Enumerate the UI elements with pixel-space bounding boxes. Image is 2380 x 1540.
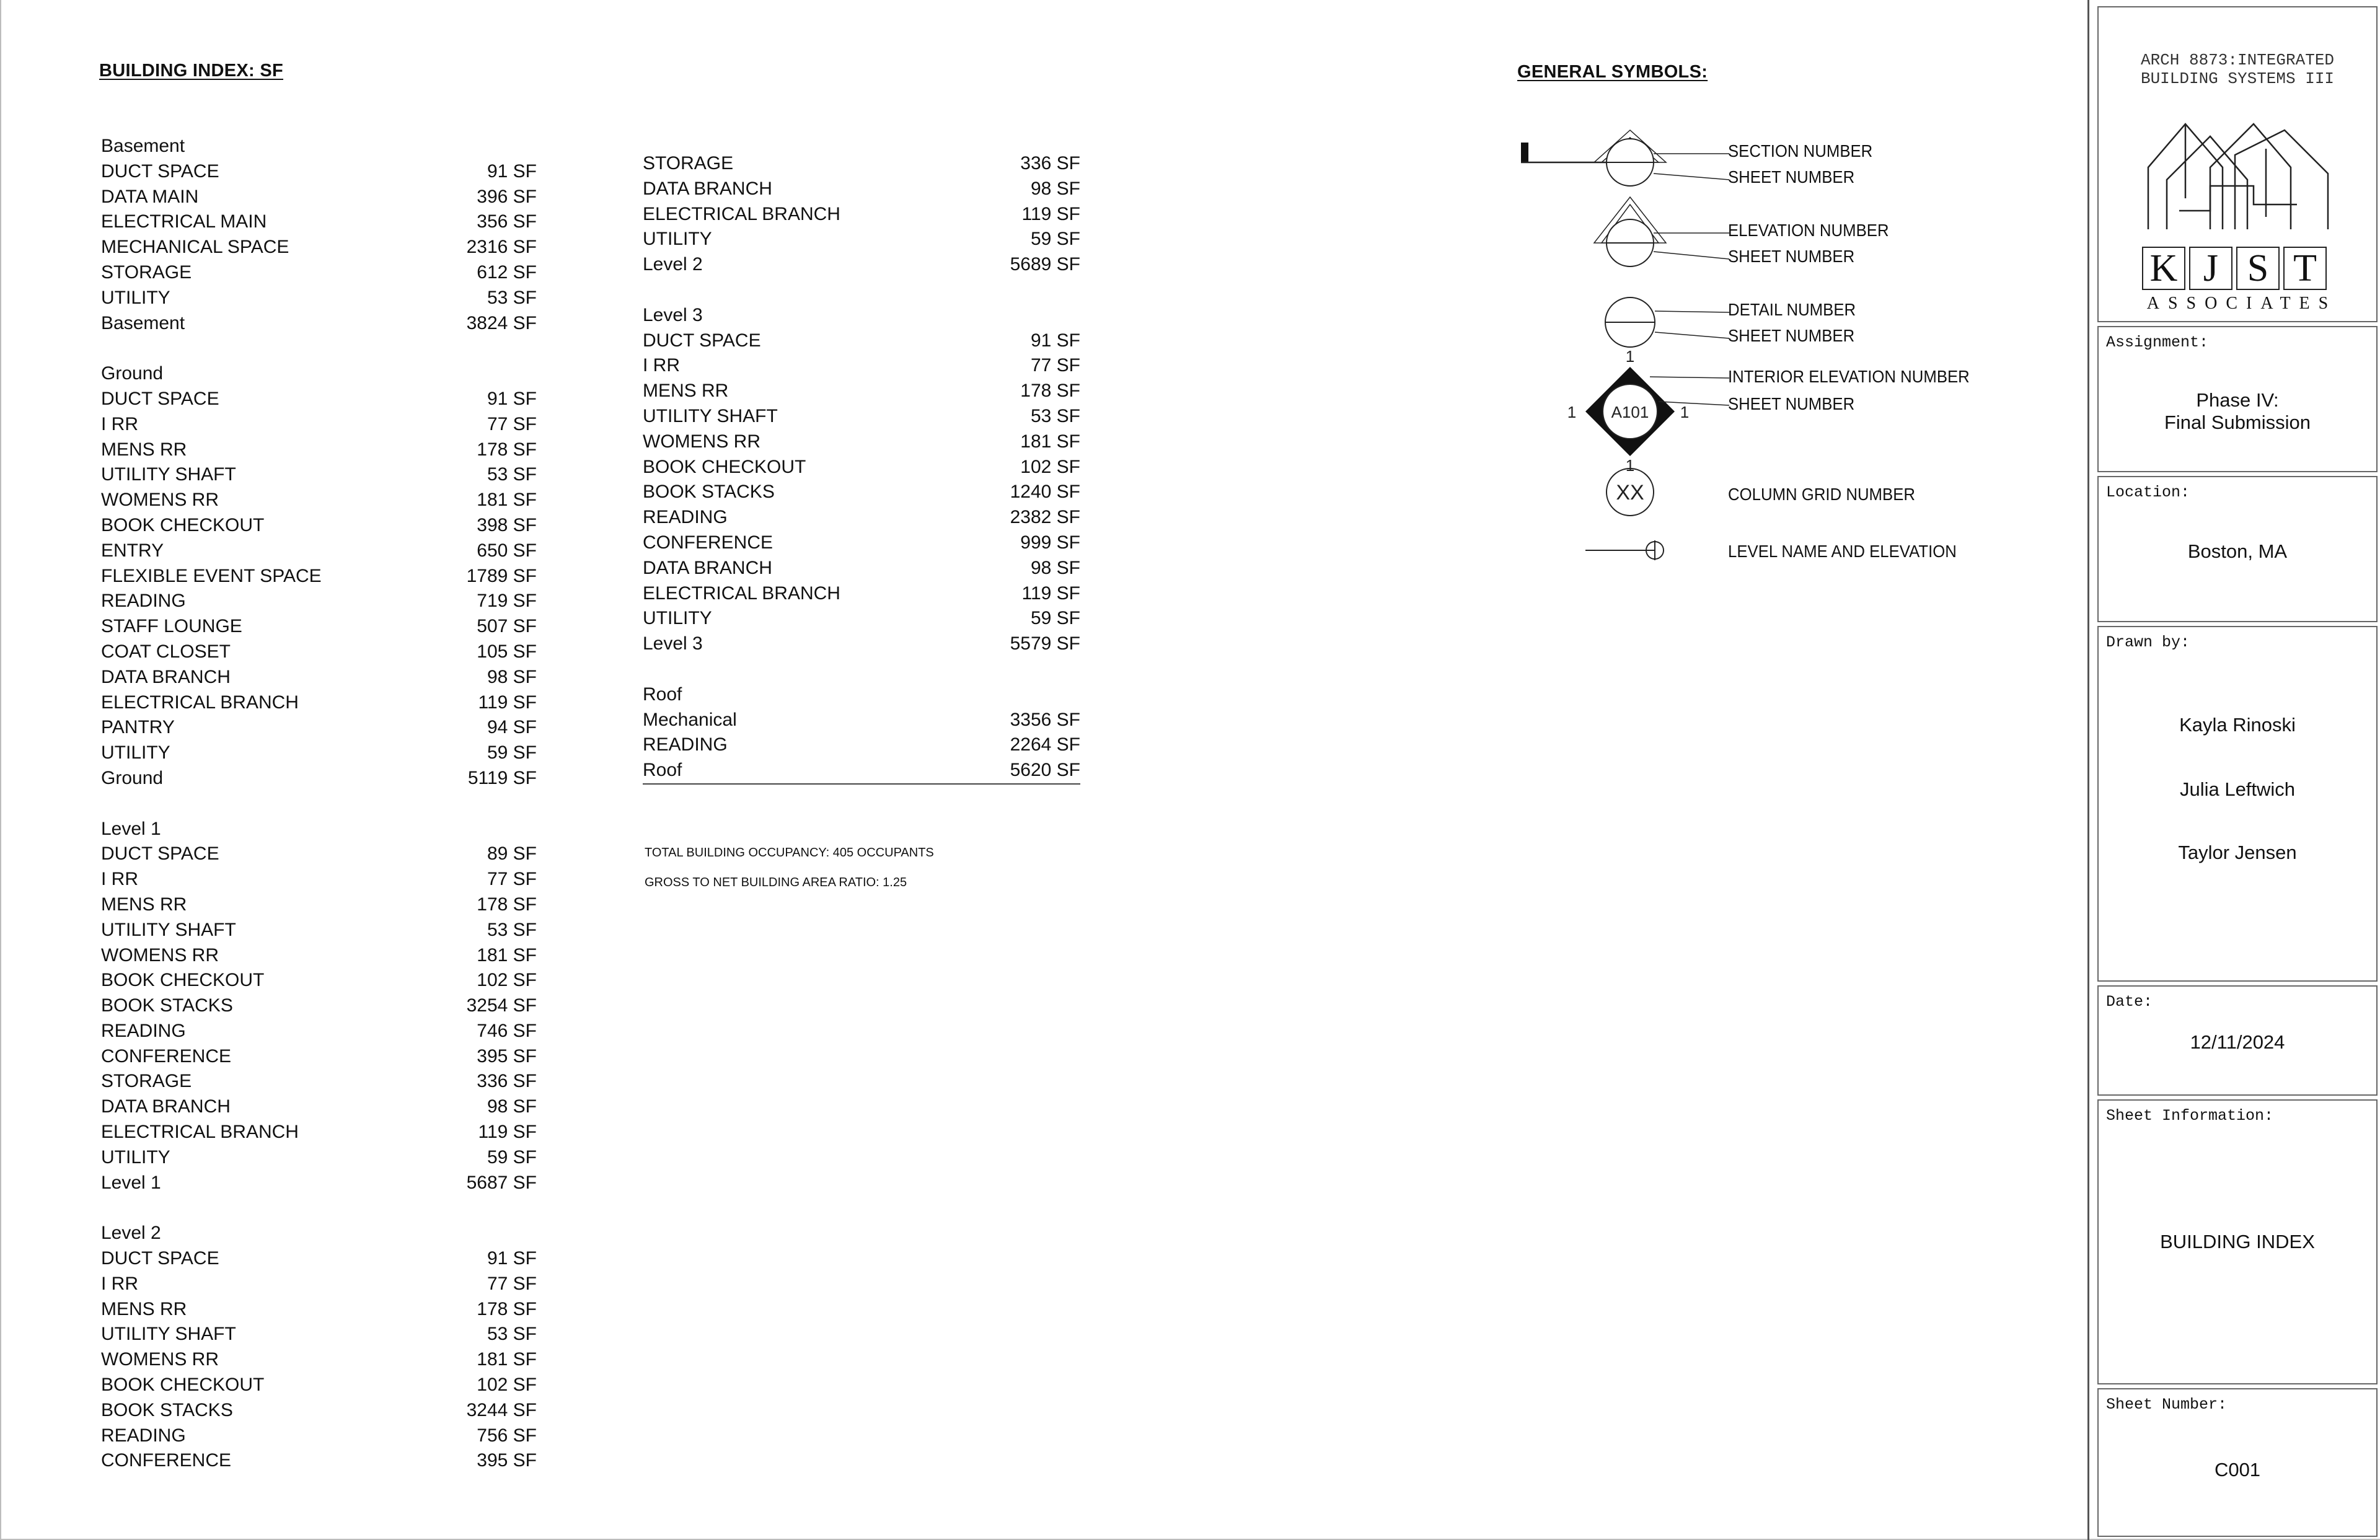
drawn-by-name-1: Kayla Rinoski — [2179, 714, 2296, 736]
room-area: 1240 SF — [1010, 482, 1080, 503]
room-name: UTILITY — [101, 1146, 170, 1168]
room-name: MENS RR — [643, 381, 729, 402]
interior-tag-text: A101 — [1611, 403, 1649, 421]
elevation-number-label: ELEVATION NUMBER — [1728, 221, 1889, 240]
room-area: 2316 SF — [466, 237, 537, 258]
schedule-row — [101, 539, 537, 564]
room-area: 356 SF — [477, 211, 537, 232]
schedule-row — [101, 614, 537, 640]
title-block-divider — [2087, 0, 2089, 1540]
schedule-row — [643, 404, 1080, 429]
room-name: PANTRY — [101, 717, 175, 738]
room-area: 395 SF — [477, 1450, 537, 1471]
schedule-row — [101, 513, 537, 539]
assignment-line-2: Final Submission — [2164, 411, 2311, 433]
course-title — [2099, 51, 2376, 88]
schedule-row — [101, 741, 537, 766]
room-name: MENS RR — [101, 1298, 187, 1319]
schedule-row — [101, 640, 537, 665]
room-area: 5689 SF — [1010, 254, 1080, 275]
schedule-row — [101, 1398, 537, 1423]
sheet-info-cell — [2097, 1099, 2378, 1384]
schedule-row — [101, 387, 537, 412]
level-name-elevation-label: LEVEL NAME AND ELEVATION — [1728, 542, 1957, 561]
room-name: UTILITY — [101, 742, 170, 763]
room-name: UTILITY SHAFT — [643, 405, 778, 426]
room-area: 999 SF — [1020, 532, 1080, 553]
schedule-row — [101, 235, 537, 260]
schedule-row — [101, 134, 537, 159]
date-caption: Date: — [2106, 993, 2153, 1011]
room-area: 53 SF — [487, 287, 537, 308]
kjst-letters — [2142, 247, 2327, 290]
room-area: 98 SF — [1030, 178, 1080, 199]
kjst-logo-mark — [2142, 112, 2334, 235]
room-name: READING — [101, 591, 186, 612]
room-name: Ground — [101, 363, 164, 384]
room-name: ELECTRICAL BRANCH — [643, 203, 840, 224]
room-area: 98 SF — [487, 1096, 537, 1117]
grid-tag-text: XX — [1616, 481, 1644, 504]
schedule-row — [643, 151, 1080, 177]
schedule-row — [643, 379, 1080, 404]
room-area: 181 SF — [477, 1349, 537, 1370]
schedule-row — [101, 1448, 537, 1474]
room-area: 119 SF — [1021, 583, 1080, 604]
room-name: DATA BRANCH — [101, 666, 231, 687]
schedule-row — [101, 1221, 537, 1246]
schedule-row — [101, 867, 537, 892]
room-name: UTILITY SHAFT — [101, 464, 236, 485]
logo-letter-t: T — [2283, 247, 2327, 290]
room-name: BOOK STACKS — [101, 995, 233, 1016]
room-area: 336 SF — [1020, 153, 1080, 174]
room-name: I RR — [101, 413, 138, 434]
logo-letter-s: S — [2236, 247, 2280, 290]
room-area: 102 SF — [477, 970, 537, 991]
section-number-label: SECTION NUMBER — [1728, 141, 1873, 161]
room-name: BOOK CHECKOUT — [101, 1375, 265, 1396]
schedule-row — [643, 177, 1080, 202]
room-area: 3356 SF — [1010, 709, 1080, 730]
schedule-row — [101, 438, 537, 463]
room-name: READING — [643, 507, 728, 528]
logo-letter-j: J — [2189, 247, 2232, 290]
schedule-row — [101, 286, 537, 311]
room-name: MENS RR — [101, 894, 187, 915]
schedule-row — [101, 1246, 537, 1272]
schedule-row — [101, 1044, 537, 1070]
detail-number-label: DETAIL NUMBER — [1728, 300, 1856, 319]
room-area: 53 SF — [487, 1324, 537, 1345]
interior-elevation-number-label: INTERIOR ELEVATION NUMBER — [1728, 367, 1970, 386]
room-name: STORAGE — [643, 153, 734, 174]
building-notes — [645, 838, 934, 897]
room-name: CONFERENCE — [643, 532, 774, 553]
room-name: CONFERENCE — [101, 1450, 232, 1471]
schedule-row — [101, 589, 537, 614]
detail-sheet-number-label: SHEET NUMBER — [1728, 326, 1855, 345]
room-name: DUCT SPACE — [101, 161, 219, 182]
room-area: 91 SF — [487, 161, 537, 182]
schedule-row — [101, 1272, 537, 1297]
schedule-row — [643, 328, 1080, 354]
sheet-number-cell — [2097, 1388, 2378, 1537]
schedule-row — [643, 581, 1080, 607]
title-block-header — [2097, 6, 2378, 322]
room-name: DUCT SPACE — [101, 388, 219, 409]
room-name: Level 1 — [101, 1172, 161, 1193]
room-name: FLEXIBLE EVENT SPACE — [101, 565, 322, 586]
room-name: UTILITY SHAFT — [101, 1324, 236, 1345]
section-sheet-number-label: SHEET NUMBER — [1728, 167, 1855, 187]
room-name: DUCT SPACE — [101, 843, 219, 865]
room-name: COAT CLOSET — [101, 641, 231, 662]
interior-num-left: 1 — [1567, 403, 1577, 421]
room-name: Mechanical — [643, 709, 737, 730]
room-area: 5579 SF — [1010, 633, 1080, 654]
room-area: 2382 SF — [1010, 507, 1080, 528]
room-area: 178 SF — [1020, 381, 1080, 402]
room-area: 3254 SF — [466, 995, 537, 1016]
room-area: 91 SF — [1030, 330, 1080, 351]
schedule-row — [643, 202, 1080, 227]
assignment-caption: Assignment: — [2106, 333, 2209, 351]
room-name: DUCT SPACE — [643, 330, 761, 351]
room-area: 178 SF — [477, 894, 537, 915]
schedule-row — [101, 665, 537, 690]
logo-associates: ASSOCIATES — [2146, 294, 2337, 313]
schedule-row — [101, 159, 537, 185]
room-area: 119 SF — [478, 1122, 537, 1143]
logo-letter-k: K — [2142, 247, 2185, 290]
room-name: Basement — [101, 312, 185, 333]
room-area: 53 SF — [487, 464, 537, 485]
schedule-row — [101, 209, 537, 235]
schedule-row — [643, 530, 1080, 556]
room-name: Level 3 — [643, 304, 703, 325]
sheet-info-caption: Sheet Information: — [2106, 1107, 2274, 1125]
room-name: WOMENS RR — [101, 944, 219, 966]
elevation-sheet-number-label: SHEET NUMBER — [1728, 247, 1855, 266]
drawn-by-caption: Drawn by: — [2106, 633, 2190, 651]
schedule-gap — [101, 1195, 537, 1221]
schedule-row — [101, 842, 537, 867]
room-name: CONFERENCE — [101, 1045, 232, 1067]
room-area: 102 SF — [477, 1375, 537, 1396]
room-name: I RR — [643, 355, 680, 376]
room-name: ELECTRICAL BRANCH — [101, 692, 299, 713]
room-name: STORAGE — [101, 262, 192, 283]
schedule-row — [101, 1094, 537, 1120]
interior-num-bottom: 1 — [1625, 456, 1635, 475]
room-area: 746 SF — [477, 1020, 537, 1041]
room-name: Ground — [101, 767, 164, 788]
room-name: Level 2 — [643, 254, 703, 275]
room-area: 102 SF — [1020, 456, 1080, 477]
room-name: UTILITY SHAFT — [101, 919, 236, 940]
schedule-row — [101, 1373, 537, 1398]
room-area: 119 SF — [1021, 203, 1080, 224]
room-area: 181 SF — [477, 944, 537, 966]
room-name: I RR — [101, 869, 138, 890]
date-value: 12/11/2024 — [2190, 1031, 2285, 1053]
schedule-row — [643, 631, 1080, 657]
room-name: READING — [101, 1425, 186, 1446]
section-symbol-icon — [1521, 130, 1729, 186]
room-area: 3244 SF — [466, 1399, 537, 1420]
room-area: 5620 SF — [1010, 760, 1080, 781]
schedule-row — [643, 227, 1080, 252]
schedule-row — [101, 462, 537, 488]
room-area: 59 SF — [1030, 229, 1080, 250]
room-area: 77 SF — [487, 869, 537, 890]
building-index-heading: BUILDING INDEX: SF — [99, 61, 284, 81]
room-name: ELECTRICAL BRANCH — [643, 583, 840, 604]
room-area: 3824 SF — [466, 312, 537, 333]
room-name: BOOK STACKS — [643, 482, 775, 503]
date-cell — [2097, 985, 2378, 1096]
schedule-row — [101, 1347, 537, 1373]
room-area: 181 SF — [1020, 431, 1080, 452]
sheet-info-value: BUILDING INDEX — [2160, 1231, 2315, 1252]
schedule-column-2 — [643, 151, 1080, 785]
schedule-row — [101, 412, 537, 438]
room-area: 336 SF — [477, 1071, 537, 1092]
room-area: 178 SF — [477, 1298, 537, 1319]
room-name: UTILITY — [101, 287, 170, 308]
room-area: 5687 SF — [466, 1172, 537, 1193]
schedule-row — [101, 185, 537, 210]
room-name: DATA BRANCH — [101, 1096, 231, 1117]
room-area: 178 SF — [477, 439, 537, 460]
room-name: BOOK CHECKOUT — [101, 970, 265, 991]
schedule-row — [101, 1423, 537, 1449]
room-name: STAFF LOUNGE — [101, 616, 242, 637]
schedule-row — [101, 892, 537, 918]
room-area: 77 SF — [487, 1273, 537, 1294]
detail-symbol-icon — [1605, 297, 1729, 347]
room-area: 91 SF — [487, 388, 537, 409]
symbols-legend — [1512, 112, 1723, 583]
schedule-row — [643, 682, 1080, 708]
schedule-row — [101, 1120, 537, 1145]
assignment-line-1: Phase IV: — [2196, 389, 2279, 411]
room-area: 395 SF — [477, 1045, 537, 1067]
room-area: 77 SF — [487, 413, 537, 434]
interior-sheet-number-label: SHEET NUMBER — [1728, 394, 1855, 413]
schedule-row — [101, 690, 537, 716]
room-area: 1789 SF — [466, 565, 537, 586]
schedule-row — [101, 715, 537, 741]
room-area: 77 SF — [1030, 355, 1080, 376]
room-area: 94 SF — [487, 717, 537, 738]
room-name: Level 1 — [101, 818, 161, 839]
sheet-number-value: C001 — [2214, 1459, 2261, 1481]
room-name: WOMENS RR — [101, 490, 219, 511]
room-area: 5119 SF — [467, 767, 537, 788]
schedule-row — [643, 353, 1080, 379]
room-area: 181 SF — [477, 490, 537, 511]
schedule-gap — [101, 336, 537, 361]
schedule-row — [643, 480, 1080, 505]
location-value: Boston, MA — [2187, 540, 2288, 562]
room-name: I RR — [101, 1273, 138, 1294]
room-name: ENTRY — [101, 540, 164, 561]
room-name: READING — [101, 1020, 186, 1041]
interior-elevation-symbol-icon — [1585, 367, 1729, 456]
schedule-row — [101, 1322, 537, 1347]
schedule-row — [643, 455, 1080, 480]
schedule-row — [101, 918, 537, 943]
schedule-row — [101, 361, 537, 387]
room-name: STORAGE — [101, 1071, 192, 1092]
schedule-row — [101, 968, 537, 993]
schedule-row — [643, 708, 1080, 733]
schedule-row — [101, 488, 537, 513]
drawn-by-cell — [2097, 626, 2378, 982]
room-name: DATA MAIN — [101, 186, 199, 207]
schedule-row — [643, 556, 1080, 581]
sheet-number-caption: Sheet Number: — [2106, 1396, 2228, 1414]
room-area: 89 SF — [487, 843, 537, 865]
room-area: 650 SF — [477, 540, 537, 561]
room-area: 59 SF — [1030, 608, 1080, 629]
room-area: 756 SF — [477, 1425, 537, 1446]
room-area: 119 SF — [478, 692, 537, 713]
room-name: MECHANICAL SPACE — [101, 237, 289, 258]
interior-num-top: 1 — [1625, 347, 1635, 366]
schedule-row — [643, 758, 1080, 785]
area-ratio-note: GROSS TO NET BUILDING AREA RATIO: 1.25 — [645, 876, 907, 889]
level-symbol-icon — [1585, 540, 1664, 560]
room-name: ELECTRICAL MAIN — [101, 211, 267, 232]
room-name: DATA BRANCH — [643, 178, 772, 199]
room-name: BOOK CHECKOUT — [643, 456, 806, 477]
room-area: 59 SF — [487, 1146, 537, 1168]
schedule-column-1 — [101, 134, 537, 1474]
room-name: BOOK CHECKOUT — [101, 514, 265, 535]
room-area: 507 SF — [477, 616, 537, 637]
schedule-gap — [101, 791, 537, 817]
room-area: 98 SF — [487, 666, 537, 687]
schedule-row — [643, 252, 1080, 278]
room-area: 396 SF — [477, 186, 537, 207]
room-name: BOOK STACKS — [101, 1399, 233, 1420]
room-area: 105 SF — [477, 641, 537, 662]
room-name: Roof — [643, 684, 682, 705]
schedule-row — [101, 564, 537, 589]
room-name: DUCT SPACE — [101, 1248, 219, 1269]
room-area: 2264 SF — [1010, 734, 1080, 755]
room-area: 91 SF — [487, 1248, 537, 1269]
column-grid-number-label: COLUMN GRID NUMBER — [1728, 485, 1915, 504]
schedule-row — [101, 1297, 537, 1322]
room-area: 59 SF — [487, 742, 537, 763]
room-name: WOMENS RR — [643, 431, 760, 452]
room-area: 719 SF — [477, 591, 537, 612]
room-name: UTILITY — [643, 229, 712, 250]
schedule-gap — [643, 278, 1080, 303]
schedule-row — [101, 993, 537, 1019]
schedule-row — [643, 733, 1080, 758]
room-name: Level 3 — [643, 633, 703, 654]
schedule-row — [643, 429, 1080, 455]
room-area: 98 SF — [1030, 557, 1080, 578]
room-name: UTILITY — [643, 608, 712, 629]
schedule-row — [643, 303, 1080, 328]
drawn-by-name-2: Julia Leftwich — [2179, 778, 2296, 800]
interior-num-right: 1 — [1680, 403, 1690, 421]
location-caption: Location: — [2106, 483, 2190, 501]
course-line-1: ARCH 8873:INTEGRATED — [2140, 51, 2335, 69]
room-area: 398 SF — [477, 514, 537, 535]
room-area: 53 SF — [487, 919, 537, 940]
room-name: ELECTRICAL BRANCH — [101, 1122, 299, 1143]
room-name: READING — [643, 734, 728, 755]
schedule-row — [101, 260, 537, 286]
room-area: 53 SF — [1030, 405, 1080, 426]
room-name: MENS RR — [101, 439, 187, 460]
room-name: Roof — [643, 760, 682, 781]
room-name: Level 2 — [101, 1223, 161, 1244]
general-symbols-heading: GENERAL SYMBOLS: — [1517, 62, 1708, 82]
schedule-row — [643, 606, 1080, 631]
location-cell — [2097, 476, 2378, 622]
schedule-row — [101, 817, 537, 842]
schedule-row — [101, 1069, 537, 1094]
schedule-row — [643, 505, 1080, 530]
schedule-row — [101, 311, 537, 337]
schedule-gap — [643, 657, 1080, 682]
schedule-row — [101, 1145, 537, 1171]
assignment-cell — [2097, 326, 2378, 472]
room-name: DATA BRANCH — [643, 557, 772, 578]
drawn-by-name-3: Taylor Jensen — [2178, 842, 2297, 863]
schedule-row — [101, 766, 537, 791]
room-name: Basement — [101, 136, 185, 156]
occupancy-note: TOTAL BUILDING OCCUPANCY: 405 OCCUPANTS — [645, 846, 934, 860]
room-name: WOMENS RR — [101, 1349, 219, 1370]
schedule-row — [101, 1171, 537, 1196]
schedule-row — [101, 943, 537, 969]
elevation-symbol-icon — [1594, 197, 1729, 266]
room-area: 612 SF — [477, 262, 537, 283]
course-line-2: BUILDING SYSTEMS III — [2140, 69, 2335, 88]
schedule-row — [101, 1019, 537, 1044]
